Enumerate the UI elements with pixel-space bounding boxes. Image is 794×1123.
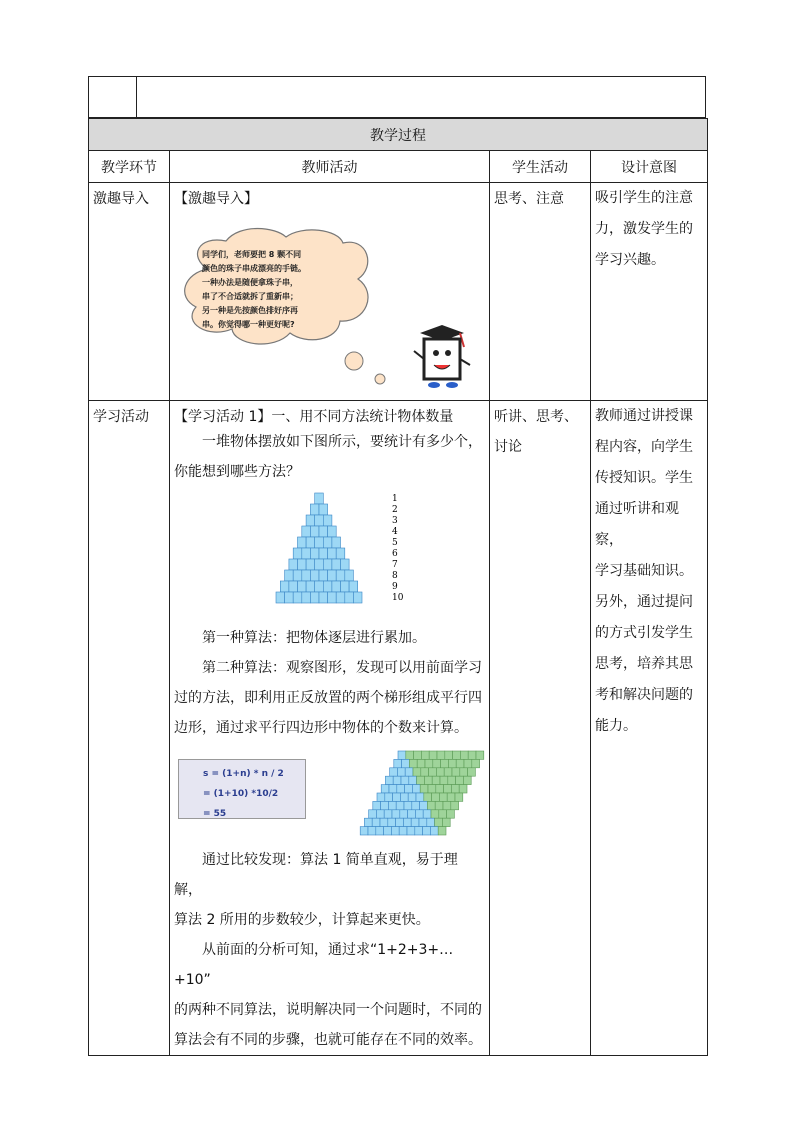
para-block-blue <box>385 793 393 801</box>
para-block-green <box>464 759 472 767</box>
header-intent: 设计意图 <box>591 151 708 183</box>
para-block-green <box>429 768 437 776</box>
header-row <box>89 151 708 183</box>
para-block-green <box>442 818 450 826</box>
pyramid-block <box>341 559 350 570</box>
pyramid-block <box>315 559 324 570</box>
top-table <box>88 76 706 118</box>
pyramid-block <box>332 537 341 548</box>
para-block-blue <box>376 827 384 835</box>
pyramid-block <box>336 592 345 603</box>
para-block-green <box>456 776 464 784</box>
pyramid-block <box>293 548 302 559</box>
pyramid-block <box>341 581 350 592</box>
para-block-blue <box>411 818 419 826</box>
header-teacher: 教师活动 <box>170 151 490 183</box>
para-block-green <box>455 793 463 801</box>
para-block-green <box>451 801 459 809</box>
para-block-blue <box>400 793 408 801</box>
para-block-blue <box>384 810 392 818</box>
para-block-green <box>431 810 439 818</box>
row-intro <box>89 183 708 401</box>
intent-intro-line: 力，激发学生的 <box>595 221 693 237</box>
pyramid-block <box>328 592 337 603</box>
cloud-bubble <box>375 374 385 384</box>
para-block-blue <box>381 785 389 793</box>
para-block-green <box>432 793 440 801</box>
para-block-blue <box>404 801 412 809</box>
para-block-green <box>460 751 468 759</box>
pyramid-block <box>306 515 315 526</box>
pyramid-block <box>323 537 332 548</box>
para-block-blue <box>420 801 428 809</box>
para-block-green <box>420 785 428 793</box>
pyramid-block <box>323 581 332 592</box>
para-block-green <box>427 801 435 809</box>
pyramid-block <box>336 570 345 581</box>
pyramid-block <box>310 570 319 581</box>
compare-line: 通过比较发现：算法 1 简单直观，易于理解， <box>174 852 458 898</box>
para-block-blue <box>430 827 438 835</box>
para-block-blue <box>360 827 368 835</box>
pyramid-block <box>323 515 332 526</box>
para-block-blue <box>412 801 420 809</box>
header-stage: 教学环节 <box>89 151 170 183</box>
para-block-blue <box>380 818 388 826</box>
para-block-blue <box>415 810 423 818</box>
pyramid-block <box>323 559 332 570</box>
intent-activity-line: 考和解决问题的 <box>595 687 693 703</box>
para-block-green <box>417 776 425 784</box>
para-block-blue <box>390 768 398 776</box>
para-block-blue <box>423 810 431 818</box>
para-block-green <box>448 759 456 767</box>
pyramid-block <box>315 537 324 548</box>
lesson-table <box>88 118 708 1056</box>
para-block-blue <box>368 827 376 835</box>
pyramid-block <box>306 581 315 592</box>
pyramid-row-label: 10 <box>392 593 404 603</box>
activity-heading: 【学习活动 1】一、用不同方法统计物体数量 <box>174 409 454 425</box>
para-block-blue <box>407 827 415 835</box>
formula-box <box>178 759 306 819</box>
para-block-green <box>443 801 451 809</box>
stage-intro: 激趣导入 <box>93 191 149 207</box>
pyramid-block <box>315 493 324 504</box>
para-block-blue <box>385 776 393 784</box>
para-block-green <box>441 759 449 767</box>
method1: 第一种算法：把物体逐层进行累加。 <box>202 630 426 646</box>
pyramid-block <box>302 548 311 559</box>
para-block-blue <box>412 785 420 793</box>
para-block-green <box>438 827 446 835</box>
intent-activity-line: 的方式引发学生 <box>595 625 693 641</box>
pyramid-block <box>345 592 354 603</box>
cloud-line: 另一种是先按颜色排好序再 <box>202 306 298 315</box>
pyramid-block <box>332 581 341 592</box>
formula-line: = 55 <box>203 809 227 819</box>
pyramid-block <box>345 570 354 581</box>
student-activity-line: 听讲、思考、 <box>494 409 578 425</box>
pyramid-block <box>285 592 294 603</box>
method2-line: 边形，通过求平行四边形中物体的个数来计算。 <box>174 720 468 736</box>
para-block-blue <box>408 810 416 818</box>
cloud-line: 串了不合适就拆了重新串； <box>202 292 298 301</box>
para-block-green <box>447 793 455 801</box>
para-block-green <box>437 751 445 759</box>
para-block-green <box>440 776 448 784</box>
para-block-green <box>409 759 417 767</box>
para-block-green <box>459 785 467 793</box>
pyramid-block <box>319 548 328 559</box>
para-block-green <box>448 776 456 784</box>
para-block-green <box>463 776 471 784</box>
para-block-blue <box>416 793 424 801</box>
teacher-heading-intro: 【激趣导入】 <box>174 191 258 207</box>
question-line: 一堆物体摆放如下图所示，要统计有多少个， <box>202 434 482 450</box>
pyramid-row-label: 3 <box>392 516 398 526</box>
para-block-blue <box>405 768 413 776</box>
para-block-blue <box>372 818 380 826</box>
para-block-green <box>476 751 484 759</box>
cloud-line: 颜色的珠子串成漂亮的手链。 <box>202 264 306 273</box>
para-block-blue <box>376 810 384 818</box>
pyramid-block <box>306 537 315 548</box>
pyramid-block <box>332 559 341 570</box>
para-block-blue <box>397 785 405 793</box>
pyramid-block <box>319 526 328 537</box>
para-block-blue <box>402 759 410 767</box>
pyramid-block <box>328 548 337 559</box>
para-block-blue <box>393 776 401 784</box>
para-block-green <box>452 768 460 776</box>
para-block-blue <box>392 810 400 818</box>
cloud-bubble <box>345 352 363 370</box>
para-block-blue <box>409 776 417 784</box>
para-block-green <box>413 768 421 776</box>
para-block-blue <box>389 785 397 793</box>
method2-line: 第二种算法：观察图形，发现可以用前面学习 <box>202 660 482 676</box>
para-block-blue <box>364 818 372 826</box>
para-block-green <box>424 776 432 784</box>
method2-line: 过的方法，即利用正反放置的两个梯形组成平行四 <box>174 690 482 706</box>
pyramid-row-label: 8 <box>392 571 398 581</box>
para-block-green <box>421 768 429 776</box>
para-block-green <box>433 759 441 767</box>
para-block-green <box>447 810 455 818</box>
pyramid-row-label: 4 <box>392 527 398 537</box>
para-block-green <box>472 759 480 767</box>
para-block-blue <box>388 818 396 826</box>
pyramid-block <box>315 515 324 526</box>
stage-activity: 学习活动 <box>93 409 149 425</box>
para-block-green <box>445 751 453 759</box>
para-block-blue <box>377 793 385 801</box>
pyramid-row-label: 5 <box>392 538 398 548</box>
para-block-blue <box>391 827 399 835</box>
para-block-blue <box>373 801 381 809</box>
pyramid-block <box>310 592 319 603</box>
para-block-blue <box>396 818 404 826</box>
row-activity <box>89 401 708 1056</box>
pyramid-block <box>293 570 302 581</box>
conclusion-line: 从前面的分析可知，通过求“1+2+3+…+10” <box>174 942 454 988</box>
para-block-blue <box>403 818 411 826</box>
para-block-green <box>439 810 447 818</box>
para-block-blue <box>399 827 407 835</box>
pyramid-block <box>298 559 307 570</box>
para-block-green <box>436 768 444 776</box>
pyramid-block <box>302 570 311 581</box>
pyramid-block <box>336 548 345 559</box>
pyramid-figure <box>174 491 484 617</box>
para-block-green <box>429 751 437 759</box>
pyramid-row-label: 7 <box>392 560 398 570</box>
intent-activity-line: 能力。 <box>595 718 637 734</box>
pyramid-block <box>353 592 362 603</box>
para-block-blue <box>408 793 416 801</box>
pyramid-block <box>276 592 285 603</box>
para-block-blue <box>384 827 392 835</box>
pyramid-row-label: 1 <box>392 494 398 504</box>
cloud-illustration <box>174 209 484 399</box>
cloud-line: 串。你觉得哪一种更好呢? <box>202 320 295 329</box>
intent-intro-line: 学习兴趣。 <box>595 252 665 268</box>
pyramid-block <box>310 548 319 559</box>
para-block-green <box>468 768 476 776</box>
para-block-green <box>468 751 476 759</box>
intent-activity-line: 另外，通过提问 <box>595 594 693 610</box>
pyramid-row-label: 2 <box>392 505 398 515</box>
pyramid-block <box>310 504 319 515</box>
pyramid-block <box>319 504 328 515</box>
para-block-green <box>421 751 429 759</box>
pyramid-block <box>298 537 307 548</box>
para-block-green <box>435 801 443 809</box>
para-block-blue <box>415 827 423 835</box>
intent-activity-line: 传授知识。学生 <box>595 470 693 486</box>
para-block-blue <box>381 801 389 809</box>
para-block-green <box>414 751 422 759</box>
para-block-green <box>425 759 433 767</box>
pyramid-block <box>289 559 298 570</box>
formula-line: s = (1+n) * n / 2 <box>203 769 284 779</box>
pyramid-block <box>298 581 307 592</box>
pyramid-block <box>310 526 319 537</box>
pyramid-row-label: 6 <box>392 549 398 559</box>
parallelogram-figure <box>350 749 490 841</box>
para-block-blue <box>401 776 409 784</box>
cloud-line: 一种办法是随便拿珠子串， <box>202 278 298 287</box>
pyramid-block <box>328 526 337 537</box>
para-block-blue <box>396 801 404 809</box>
para-block-green <box>444 768 452 776</box>
para-block-blue <box>398 751 406 759</box>
intent-activity-line: 程内容，向学生 <box>595 439 693 455</box>
intent-intro-line: 吸引学生的注意 <box>595 190 693 206</box>
intent-activity-line: 学习基础知识。 <box>595 563 693 579</box>
pyramid-block <box>302 592 311 603</box>
pyramid-block <box>289 581 298 592</box>
conclusion-line: 算法会有不同的步骤，也就可能存在不同的效率。 <box>174 1032 482 1048</box>
para-block-green <box>451 785 459 793</box>
para-block-green <box>417 759 425 767</box>
para-block-blue <box>423 827 431 835</box>
question-line: 你能想到哪些方法？ <box>174 464 300 480</box>
para-block-blue <box>369 810 377 818</box>
para-block-green <box>456 759 464 767</box>
pyramid-block <box>285 570 294 581</box>
para-block-green <box>439 793 447 801</box>
para-block-green <box>406 751 414 759</box>
intent-activity-line: 教师通过讲授课 <box>595 408 693 424</box>
para-block-green <box>436 785 444 793</box>
pyramid-block <box>328 570 337 581</box>
pyramid-block <box>306 559 315 570</box>
pyramid-block <box>315 581 324 592</box>
intent-activity-line: 思考，培养其思 <box>595 656 693 672</box>
para-block-blue <box>427 818 435 826</box>
para-block-green <box>453 751 461 759</box>
mascot-icon <box>414 325 470 388</box>
pyramid-block <box>319 570 328 581</box>
para-block-blue <box>397 768 405 776</box>
para-block-blue <box>419 818 427 826</box>
para-block-blue <box>388 801 396 809</box>
pyramid-block <box>302 526 311 537</box>
compare-line: 算法 2 所用的步数较少，计算起来更快。 <box>174 912 430 928</box>
cloud-line: 同学们，老师要把 8 颗不同 <box>202 250 302 259</box>
para-block-green <box>435 818 443 826</box>
para-block-green <box>428 785 436 793</box>
para-block-blue <box>400 810 408 818</box>
top-table-left-cell <box>89 77 137 117</box>
pyramid-block <box>293 592 302 603</box>
conclusion-line: 的两种不同算法，说明解决同一个问题时，不同的 <box>174 1002 482 1018</box>
para-block-blue <box>393 793 401 801</box>
pyramid-block <box>319 592 328 603</box>
para-block-green <box>432 776 440 784</box>
intent-activity-line: 通过听讲和观察， <box>595 501 679 548</box>
para-block-blue <box>394 759 402 767</box>
para-block-green <box>460 768 468 776</box>
student-activity-line: 讨论 <box>494 439 522 455</box>
student-intro: 思考、注意 <box>494 191 564 207</box>
para-block-blue <box>405 785 413 793</box>
pyramid-block <box>280 581 289 592</box>
pyramid-block <box>349 581 358 592</box>
pyramid-row-label: 9 <box>392 582 398 592</box>
para-block-green <box>444 785 452 793</box>
para-block-green <box>424 793 432 801</box>
section-title: 教学过程 <box>89 119 708 151</box>
formula-line: = (1+10) *10/2 <box>203 789 279 799</box>
header-student: 学生活动 <box>490 151 591 183</box>
